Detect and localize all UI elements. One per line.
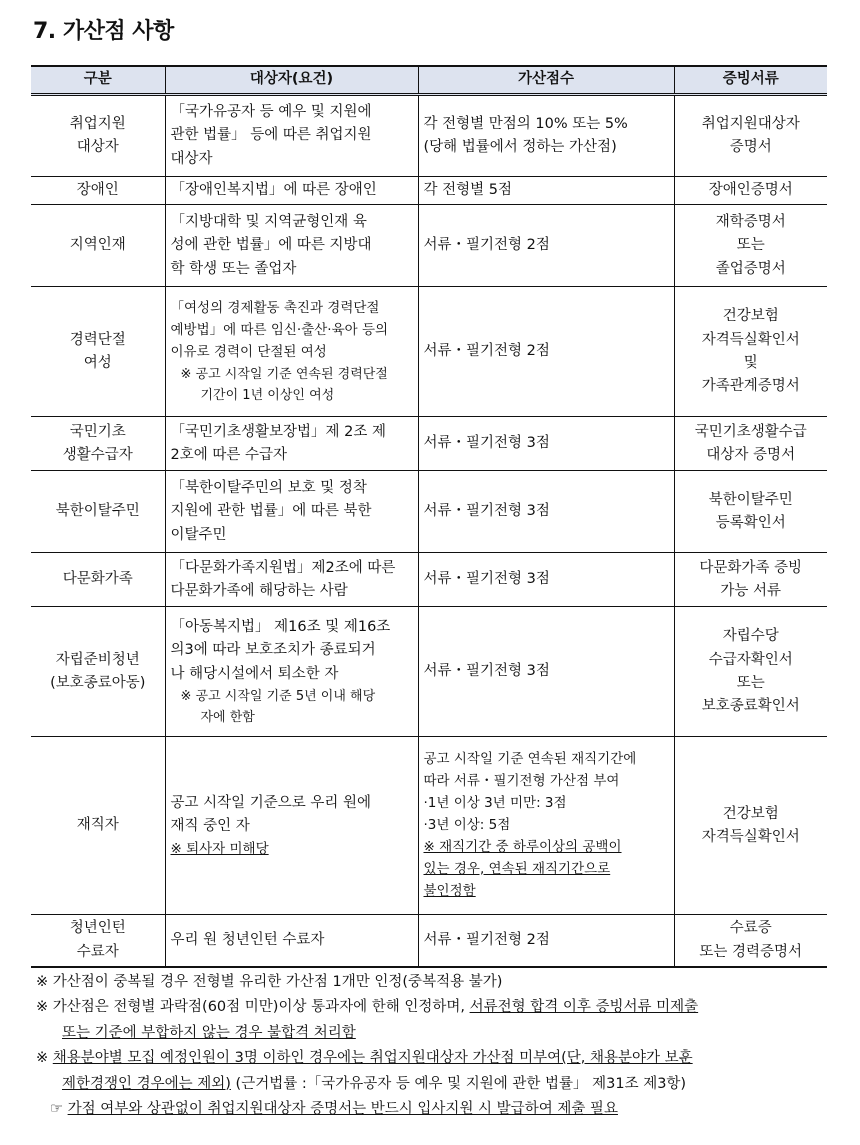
target-note: ※ 퇴사자 미해당 [170,840,269,857]
row-category [31,417,165,471]
table-row [31,287,827,417]
row-points [418,417,674,471]
target-line: 「지방대학 및 지역균형인재 육 [170,213,367,230]
category-line: 생활수급자 [62,446,133,463]
footer-note-duplicate: ※ 가산점이 중복될 경우 전형별 유리한 가산점 1개만 인정(중복적용 불가) [36,974,503,990]
points-line: ·3년 이상: 5점 [423,817,511,834]
table-row [31,915,827,967]
row-target [165,205,418,287]
document-line: 또는 [736,674,765,691]
category-line: 재직자 [76,817,119,834]
row-points [418,553,674,607]
document-line: 건강보험 [722,805,779,822]
points-line: 서류・필기전형 3점 [423,571,550,588]
row-target [165,607,418,737]
category-line: 청년인턴 [69,920,126,937]
row-category [31,737,165,915]
row-target [165,287,418,417]
row-category [31,205,165,287]
row-category [31,471,165,553]
row-documents [674,177,827,205]
points-line: 서류・필기전형 3점 [423,435,550,452]
document-line: 다문화가족 증빙 [699,559,803,576]
document-line: 수료증 [729,920,772,937]
document-line: 가족관계증명서 [701,378,800,395]
footer-note-mark: ※ [36,1050,53,1067]
target-line: 「여성의 경제활동 촉진과 경력단절 [170,300,380,317]
category-line: 수료자 [76,943,119,960]
row-target [165,177,418,205]
document-line: 자립수당 [722,628,779,645]
points-line: ·1년 이상 3년 미만: 3점 [423,795,567,812]
points-note: ※ 재직기간 중 하루이상의 공백이 [423,838,622,855]
row-category [31,915,165,967]
row-target [165,553,418,607]
points-line: 서류・필기전형 2점 [423,343,550,360]
footer-note-cutoff [36,995,836,1020]
table-row [31,471,827,553]
target-line: 「장애인복지법」에 따른 장애인 [170,182,377,198]
target-line: 공고 시작일 기준으로 우리 원에 [170,794,372,811]
row-target [165,95,418,177]
target-line: 2호에 따른 수급자 [170,446,287,463]
points-note: 불인정함 [423,882,476,899]
document-line: 북한이탈주민 [708,491,793,508]
row-points [418,915,674,967]
table-row [31,737,827,915]
target-note: 자에 한함 [200,710,255,726]
target-line: 우리 원 청년인턴 수료자 [170,932,325,949]
target-line: 대상자 [170,150,213,167]
row-documents [674,471,827,553]
footer-note-certificate [36,1097,836,1122]
document-line: 건강보험 [722,308,779,325]
table-header-row [31,66,827,95]
row-documents [674,95,827,177]
table-row [31,553,827,607]
footer-note-cutoff-text: ※ 가산점은 전형별 과락점(60점 미만)이상 통과자에 한해 인정하며, [36,999,470,1016]
category-line: 경력단절 [69,331,126,348]
row-category [31,553,165,607]
target-line: 「다문화가족지원법」제2조에 따른 [170,559,396,576]
table-row [31,177,827,205]
row-target [165,737,418,915]
document-line: 가능 서류 [720,582,782,599]
document-line: 장애인증명서 [708,182,793,198]
target-line: 다문화가족에 해당하는 사람 [170,582,348,599]
footer-note-headcount-cont: 제한경쟁인 경우에는 제외) [62,1075,231,1092]
document-line: 보호종료확인서 [701,698,800,715]
document-line: 취업지원대상자 [701,115,800,132]
footer-note-headcount-continued [36,1072,836,1097]
footer-note-cutoff-underlined: 서류전형 합격 이후 증빙서류 미제출 [469,999,699,1016]
row-category [31,95,165,177]
points-note: 있는 경우, 연속된 재직기간으로 [423,860,611,877]
target-line: 학 학생 또는 졸업자 [170,260,297,277]
document-line: 또는 경력증명서 [699,943,803,960]
document-line: 국민기초생활수급 [694,423,807,440]
category-line: 여성 [83,354,112,371]
row-documents [674,287,827,417]
category-line: 북한이탈주민 [55,503,140,520]
target-note: ※ 공고 시작일 기준 5년 이내 해당 [180,689,376,705]
row-points [418,95,674,177]
row-points [418,177,674,205]
row-documents [674,417,827,471]
row-target [165,417,418,471]
bonus-points-table [31,65,827,968]
pointing-hand-icon: ☞ [50,1100,63,1117]
row-documents [674,915,827,967]
points-line: (당해 법률에서 정하는 가산점) [423,139,617,155]
table-row [31,205,827,287]
points-line: 서류・필기전형 3점 [423,663,550,680]
target-line: 성에 관한 법률」에 따른 지방대 [170,237,372,254]
category-line: 자립준비청년 [55,651,140,668]
target-line: 이유로 경력이 단절된 여성 [170,343,327,360]
category-line: 대상자 [76,139,119,155]
target-line: 관한 법률」 등에 따른 취업지원 [170,127,372,144]
points-line: 각 전형별 5점 [423,182,512,198]
footer-note-cutoff-continued: 또는 기준에 부합하지 않는 경우 불합격 처리함 [62,1024,356,1041]
target-line: 「국민기초생활보장법」제 2조 제 [170,423,387,440]
row-category [31,177,165,205]
target-line: 나 해당시설에서 퇴소한 자 [170,665,339,682]
footer-note-headcount-underlined: 채용분야별 모집 예정인원이 3명 이하인 경우에는 취업지원대상자 가산점 미부여(단, 채용분야가 보훈 [52,1050,693,1067]
category-line: 취업지원 [69,115,126,132]
document-line: 등록확인서 [715,514,786,531]
row-target [165,471,418,553]
document-line: 및 [743,354,758,371]
row-documents [674,553,827,607]
category-line: 국민기초 [69,423,126,440]
category-line: 지역인재 [69,237,126,254]
points-line: 서류・필기전형 2점 [423,237,550,254]
points-line: 공고 시작일 기준 연속된 재직기간에 [423,751,637,768]
footer-note-headcount [36,1046,836,1071]
row-target [165,915,418,967]
target-line: 의3에 따라 보호조치가 종료되거 [170,642,376,659]
target-line: 「아동복지법」 제16조 및 제16조 [170,618,391,635]
document-line: 재학증명서 [715,213,786,230]
header-category: 구분 [31,66,165,95]
points-line: 서류・필기전형 2점 [423,932,550,949]
category-line: 다문화가족 [62,571,133,588]
points-line: 따라 서류・필기전형 가산점 부여 [423,773,620,790]
target-line: 「국가유공자 등 예우 및 지원에 [170,103,372,120]
row-documents [674,737,827,915]
header-points: 가산점수 [418,66,674,95]
document-line: 또는 [736,237,765,254]
category-line: 장애인 [76,182,119,198]
points-line: 각 전형별 만점의 10% 또는 5% [423,115,628,132]
target-line: 「북한이탈주민의 보호 및 정착 [170,479,367,496]
document-line: 대상자 증명서 [706,446,796,463]
row-documents [674,205,827,287]
document-line: 자격득실확인서 [701,828,800,845]
points-line: 서류・필기전형 3점 [423,503,550,520]
row-points [418,287,674,417]
footer-note-legal-basis: (근거법률 :「국가유공자 등 예우 및 지원에 관한 법률」 제31조 제3항) [230,1075,687,1092]
row-points [418,607,674,737]
header-documents: 증빙서류 [674,66,827,95]
row-points [418,737,674,915]
target-line: 재직 중인 자 [170,818,250,835]
target-line: 지원에 관한 법률」에 따른 북한 [170,503,372,520]
row-category [31,287,165,417]
header-target: 대상자(요건) [165,66,418,95]
row-documents [674,607,827,737]
document-line: 증명서 [729,139,772,155]
row-points [418,205,674,287]
row-points [418,471,674,553]
footer-note-certificate-text: 가점 여부와 상관없이 취업지원대상자 증명서는 반드시 입사지원 시 발급하여 제출 필요 [67,1100,618,1117]
category-line: (보호종료아동) [50,674,146,691]
target-note: ※ 공고 시작일 기준 연속된 경력단절 [180,366,388,382]
document-line: 수급자확인서 [708,651,793,668]
table-row [31,607,827,737]
table-row [31,95,827,177]
table-row [31,417,827,471]
target-note: 기간이 1년 이상인 여성 [200,387,335,403]
row-category [31,607,165,737]
target-line: 예방법」에 따른 임신·출산·육아 등의 [170,322,389,338]
page-title: 7. 가산점 사항 [33,19,174,44]
footer-notes [36,970,836,1122]
document-line: 자격득실확인서 [701,331,800,348]
target-line: 이탈주민 [170,526,227,543]
document-line: 졸업증명서 [715,260,786,277]
